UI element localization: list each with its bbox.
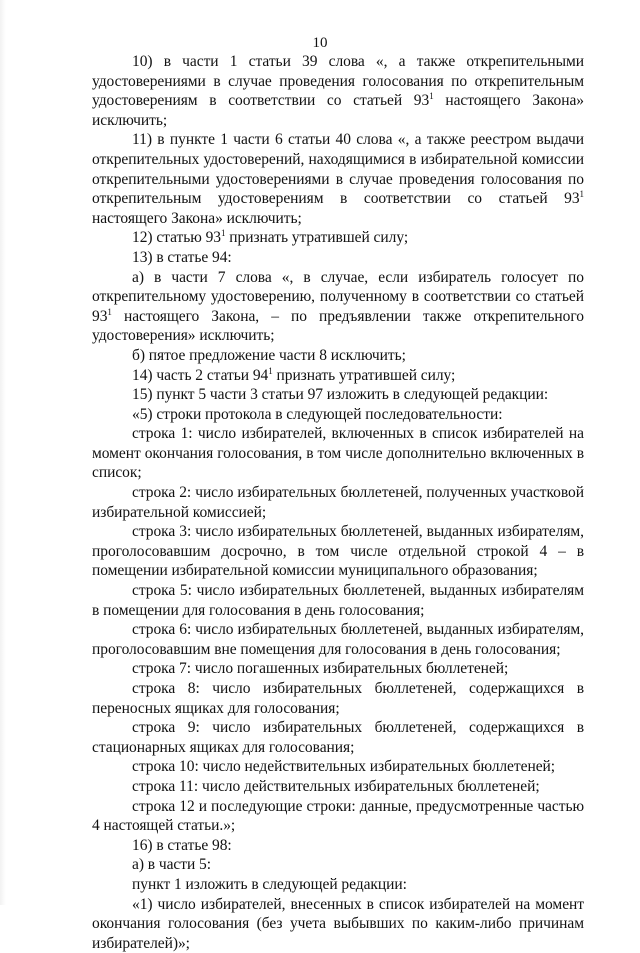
superscript-index: 1 [107,306,112,317]
paragraph [92,483,584,522]
paragraph-text-tail: настоящего Закона» исключить; [92,209,302,227]
paragraph-text: 13) в статье 94: [132,248,232,266]
document-body [92,52,584,953]
paragraph [92,620,584,659]
paragraph [92,130,584,228]
paragraph [92,405,584,425]
paragraph-text: 15) пункт 5 части 3 статьи 97 изложить в следующей редакции: [132,386,549,404]
superscript-index: 1 [221,228,226,239]
paragraph-text: строка 2: число избирательных бюллетеней, полученных участковой избирательной комиссией; [92,484,584,521]
paragraph-text: строка 8: число избирательных бюллетеней, содержащихся в переносных ящиках для голосования; [92,680,584,717]
paragraph-text: строка 12 и последующие строки: данные, предусмотренные частью 4 настоящей статьи.»; [92,797,584,835]
paragraph-text: «1) число избирателей, внесенных в список избирателей на момент окончания голосования (без учета выбывших по каким-либо причинам избирателей)»; [92,895,584,952]
paragraph-text: строка 7: число погашенных избирательных бюллетеней; [132,660,509,678]
paragraph-text: а) в части 7 слова «, в случае, если избиратель голосует по открепительному удостоверению, полученному в соответствии со статьей 93 [92,268,584,325]
superscript-index: 1 [268,365,273,376]
paragraph [92,895,584,953]
paragraph [92,836,584,856]
paragraph-text: 11) в пункте 1 части 6 статьи 40 слова «, а также реестром выдачи открепительных удостоверений, находящимися в избирательной комиссии открепительными удостоверениями в случае проведения голосования по открепительным удостоверениям в соответствии со статьей 93 [92,131,584,208]
paragraph [92,424,584,483]
paragraph-text: строка 1: число избирателей, включенных в список избирателей на момент окончания голосования, в том числе дополнительно включенных в список; [92,425,584,482]
paragraph-text: пункт 1 изложить в следующей редакции: [132,875,407,893]
paragraph [92,718,584,757]
paragraph-text: 10) в части 1 статьи 39 слова «, а также открепительными удостоверениями в случае проведения голосования по открепительным удостоверениям в соответствии со статьей 93 [92,53,584,110]
paragraph-text: 14) часть 2 статьи 94 [132,366,269,384]
paragraph-text: строка 3: число избирательных бюллетеней, выданных избирателям, проголосовавшим досрочно, в том числе отдельной строкой 4 – в помещении избирательной комиссии муниципального образования; [92,523,584,580]
paragraph-text: а) в части 5: [132,856,212,874]
paragraph-text: строка 10: число недействительных избирательных бюллетеней; [132,758,556,776]
paragraph-text-tail: настоящего Закона, – по предъявлении также открепительного удостоверения» исключить; [92,307,584,345]
paragraph [92,366,584,386]
paragraph-text: строка 9: число избирательных бюллетеней, содержащихся в стационарных ящиках для голосования; [92,719,584,756]
paragraph [92,777,584,797]
paragraph [92,52,584,130]
paragraph-text-tail: признать утратившей силу; [272,366,456,384]
scan-edge [0,0,6,905]
paragraph [92,855,584,875]
paragraph-text: 16) в статье 98: [132,836,232,854]
paragraph-text: строка 6: число избирательных бюллетеней, выданных избирателям, проголосовавшим вне помещения для голосования в день голосования; [92,621,584,658]
paragraph [92,522,584,581]
paragraph [92,679,584,718]
paragraph [92,659,584,679]
paragraph-text-tail: настоящего Закона» исключить; [92,92,584,129]
paragraph-text: б) пятое предложение части 8 исключить; [132,346,406,364]
paragraph-text: «5) строки протокола в следующей последовательности: [132,405,503,423]
page-number: 10 [312,35,328,51]
paragraph [92,248,584,268]
paragraph [92,757,584,777]
paragraph-text: строка 5: число избирательных бюллетеней, выданных избирателям в помещении для голосования в день голосования; [92,582,584,619]
superscript-index: 1 [429,91,434,102]
paragraph-text-tail: признать утратившей силу; [225,229,409,247]
paragraph [92,228,584,248]
paragraph [92,581,584,620]
paragraph [92,875,584,895]
superscript-index: 1 [579,189,584,200]
paragraph [92,346,584,366]
paragraph-text: 12) статью 93 [132,229,222,247]
paragraph [92,268,584,346]
paragraph [92,797,584,836]
paragraph-text: строка 11: число действительных избирательных бюллетеней; [132,777,540,795]
paragraph [92,385,584,405]
